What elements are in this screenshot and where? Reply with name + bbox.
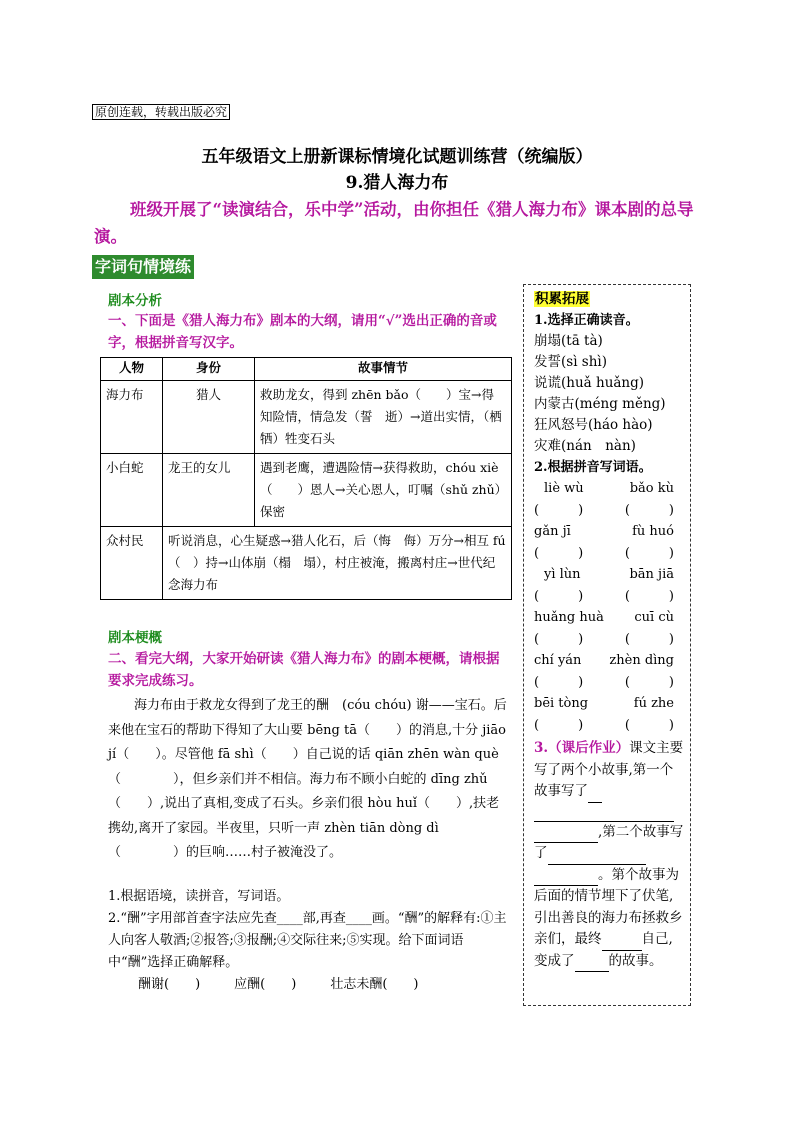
- reading-item: 崩塌(tā tà): [534, 333, 603, 349]
- pinyin-row: [534, 521, 674, 543]
- pinyin: gǎn jī: [534, 524, 571, 539]
- pinyin-row: [534, 693, 674, 715]
- reading-item: 狂风怒号(háo hào): [534, 417, 653, 433]
- sidebar-extension: [523, 284, 691, 1006]
- pinyin: cuī cù: [634, 610, 674, 625]
- answer-row: [534, 629, 674, 651]
- answer-line: [534, 828, 598, 843]
- answer-blank: ( ): [624, 502, 674, 518]
- cell-name: 小白蛇: [101, 454, 163, 527]
- q3-text: 课文主要写了两个小故事,第一个故事写了: [534, 740, 684, 799]
- pinyin-row: [534, 607, 674, 629]
- answer-line: [602, 936, 642, 951]
- pinyin: liè wù: [544, 481, 584, 496]
- answer-line: [534, 803, 674, 822]
- cell-plot: 救助龙女，得到 zhēn bǎo（ ）宝→得知险情，情急发（誓 逝）→道出实情，（栖 牺）牲变石头: [255, 381, 512, 454]
- cell-name: 众村民: [101, 527, 163, 600]
- passage-text: 海力布由于救龙女得到了龙王的酬 (cóu chóu) 谢——宝石。后来他在宝石的帮助下得知了大山要 bēng tā（ ）的消息,十分 jiāo jí（ ）。尽管他 fā shì（ ）自己说的话 qiān zhēn wàn què（ ），但乡亲们并不相信。海力布不顾小白蛇的 dīng zhǔ（ ）,说出了真相,变成了石头。乡亲们很 hòu huǐ（ ）,扶老携幼,离开了家园。半夜里，只听一声 zhèn tiān dòng dì（ ）的巨响……村子被淹没了。: [108, 698, 507, 860]
- cell-role: 龙王的女儿: [163, 454, 255, 527]
- pinyin: bǎo kù: [629, 481, 674, 496]
- q3-text: 的故事。: [608, 952, 663, 969]
- table-header-row: [101, 358, 512, 381]
- lesson-title: 9.猎人海力布: [345, 173, 449, 193]
- answer-row: [534, 500, 674, 522]
- pinyin: yì lùn: [544, 567, 581, 582]
- header-plot: 故事情节: [255, 358, 512, 381]
- answer-row: [534, 543, 674, 565]
- pinyin-row: [534, 478, 674, 500]
- answer-line: [575, 957, 609, 972]
- copyright-tag: 原创连载，转载出版必究: [92, 104, 230, 120]
- sidebar-q2: 2.根据拼音写词语。: [534, 460, 652, 475]
- reading-item: 说谎(huǎ huǎng): [534, 375, 645, 391]
- reading-item: 发誓(sì shì): [534, 354, 608, 370]
- story-passage: [108, 694, 510, 866]
- part2-question: 二、看完大纲，大家开始研读《猎人海力布》的剧本梗概，请根据要求完成练习。: [108, 651, 500, 689]
- word-item: 酬谢( ): [138, 977, 201, 992]
- answer-line: [548, 850, 646, 865]
- answer-blank: ( ): [624, 674, 674, 690]
- pinyin: bān jiā: [629, 567, 674, 582]
- pinyin: chí yán: [534, 653, 582, 668]
- sidebar-heading: 积累拓展: [535, 291, 589, 307]
- question-2: 2.“酬”字用部首查字法应先查____部,再查____画。“酬”的解释有:①主人向客人敬酒;②报答;③报酬;④交际往来;⑤实现。给下面词语中“酬”选择正确解释。: [108, 911, 507, 970]
- pinyin: fú zhe: [633, 696, 674, 711]
- answer-blank: ( ): [534, 631, 584, 647]
- answer-line: [534, 871, 598, 886]
- pinyin: fù huó: [632, 524, 674, 539]
- answer-blank: ( ): [534, 502, 584, 518]
- table-row: [101, 527, 512, 600]
- answer-blank: ( ): [624, 717, 674, 733]
- answer-line: [588, 788, 602, 803]
- pinyin-row: [534, 564, 674, 586]
- answer-row: [534, 715, 674, 737]
- cell-role: 猎人: [163, 381, 255, 454]
- header-character: 人物: [101, 358, 163, 381]
- question-1: 1.根据语境，读拼音，写词语。: [108, 889, 290, 904]
- outline-table: [100, 357, 515, 600]
- intro-paragraph: 班级开展了“读演结合，乐中学”活动，由你担任《猎人海力布》课本剧的总导演。: [94, 200, 694, 246]
- part2-questions: [108, 886, 512, 996]
- table-row: [101, 454, 512, 527]
- sidebar-q1: 1.选择正确读音。: [534, 313, 639, 328]
- table-row: [101, 381, 512, 454]
- word-item: 应酬( ): [234, 977, 297, 992]
- answer-blank: ( ): [624, 545, 674, 561]
- answer-blank: ( ): [624, 631, 674, 647]
- word-list: [108, 974, 512, 996]
- word-item: 壮志未酬( ): [330, 977, 419, 992]
- q3-text: 。第个故事为后面的情节埋下了伏笔,引出善良的海力布拯救乡亲们，最终: [534, 866, 683, 947]
- answer-blank: ( ): [534, 674, 584, 690]
- cell-plot: 遇到老鹰，遭遇险情→获得救助，chóu xiè（ ）恩人→关心恩人，叮嘱（shǔ zhǔ）保密: [255, 454, 512, 527]
- answer-blank: ( ): [624, 588, 674, 604]
- cell-plot: 听说消息，心生疑惑→猎人化石，后（悔 侮）万分→相互 fú（ ）持→山体崩（榻 塌），村庄被淹，搬离村庄→世代纪念海力布: [163, 527, 512, 600]
- reading-item: 灾难(nán nàn): [534, 438, 636, 454]
- part1-question: 一、下面是《猎人海力布》剧本的大纲，请用“√”选出正确的音或字，根据拼音写汉字。: [108, 313, 497, 351]
- q3-text: ,第二个故事写了: [534, 823, 684, 861]
- cell-name: 海力布: [101, 381, 163, 454]
- answer-blank: ( ): [534, 588, 584, 604]
- answer-row: [534, 586, 674, 608]
- homework-label: 3.（课后作业）: [534, 740, 630, 756]
- answer-blank: ( ): [534, 545, 584, 561]
- part1-subheading: 剧本分析: [108, 293, 162, 309]
- answer-row: [534, 672, 674, 694]
- answer-blank: ( ): [534, 717, 584, 733]
- pinyin: zhèn dìng: [609, 653, 674, 668]
- pinyin-row: [534, 650, 674, 672]
- pinyin: bēi tòng: [534, 696, 589, 711]
- section-tag: 字词句情境练: [92, 255, 194, 279]
- page-title: 五年级语文上册新课标情境化试题训练营（统编版）: [201, 147, 593, 167]
- header-identity: 身份: [163, 358, 255, 381]
- part2-subheading: 剧本梗概: [108, 630, 162, 646]
- pinyin: huǎng huà: [534, 610, 604, 625]
- sidebar-q3: [534, 738, 684, 972]
- q3-text: 自己,变成了: [534, 931, 673, 969]
- reading-item: 内蒙古(méng měng): [534, 396, 666, 412]
